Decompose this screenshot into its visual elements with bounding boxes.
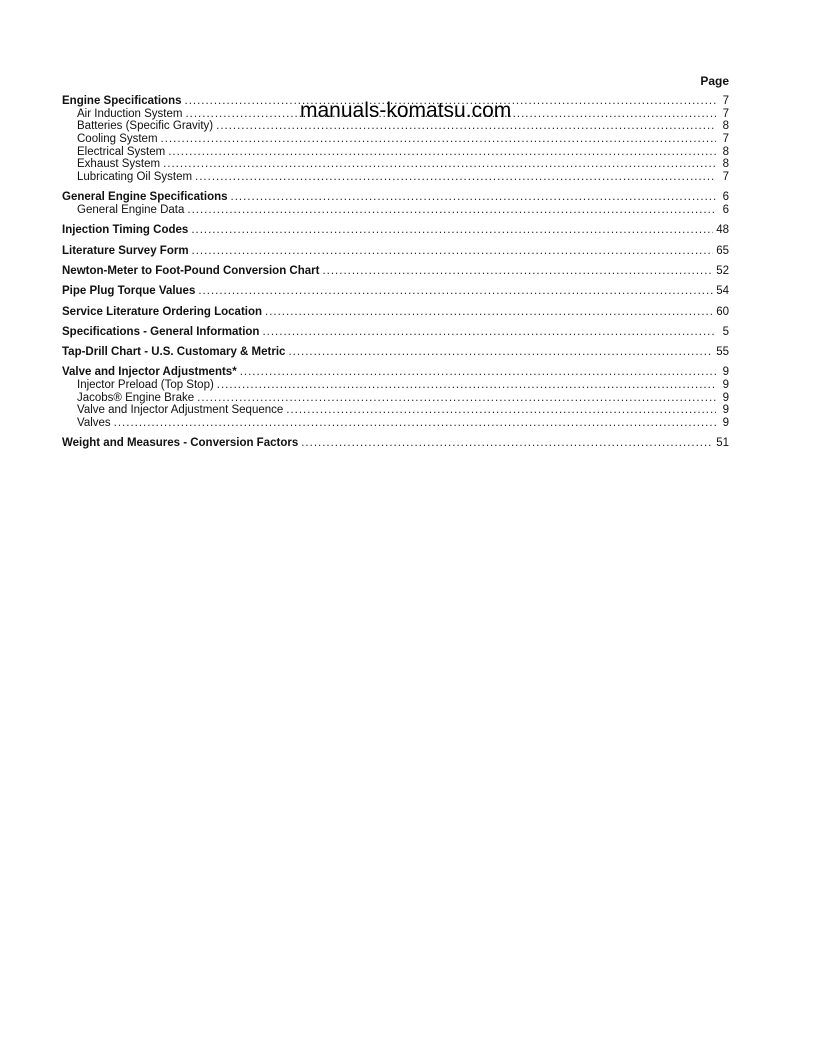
toc-entry-label: Tap-Drill Chart - U.S. Customary & Metric: [62, 346, 286, 359]
toc-subentry: [62, 417, 729, 430]
spacer: [62, 217, 729, 225]
toc-entry-label: Service Literature Ordering Location: [62, 305, 263, 318]
toc-entry-label: Newton-Meter to Foot-Pound Conversion Chart: [62, 264, 320, 277]
toc-entry: [62, 346, 729, 359]
spacer: [62, 338, 729, 346]
toc-subentry-page: 8: [722, 120, 729, 133]
toc-subentry: [62, 146, 729, 159]
toc-subentry: [62, 379, 729, 392]
toc-entry: [62, 265, 729, 278]
toc-subentry-label: Exhaust System: [77, 158, 161, 171]
toc-subentry-page: 7: [722, 171, 729, 184]
toc-subentry-page: 8: [722, 145, 729, 158]
leader-dots: [114, 417, 716, 430]
leader-dots: [163, 158, 716, 171]
leader-dots: [161, 133, 716, 146]
toc-entry: [62, 245, 729, 258]
toc-entry-page: 48: [716, 224, 729, 237]
leader-dots: [195, 171, 716, 184]
toc-subentry: [62, 204, 729, 217]
toc-entry: [62, 366, 729, 379]
spacer: [62, 359, 729, 367]
leader-dots: [240, 366, 716, 379]
toc-subentry: [62, 171, 729, 184]
toc-entry-page: 52: [716, 264, 729, 277]
table-of-contents: [62, 95, 729, 450]
toc-subentry-label: Valve and Injector Adjustment Sequence: [77, 404, 284, 417]
toc-subentry-label: Batteries (Specific Gravity): [77, 120, 214, 133]
toc-entry-label: Engine Specifications: [62, 95, 182, 107]
leader-dots: [301, 437, 713, 450]
page-column-header: Page: [700, 74, 729, 88]
toc-subentry-label: Electrical System: [77, 145, 166, 158]
toc-subentry-label: Injector Preload (Top Stop): [77, 379, 214, 392]
spacer: [62, 318, 729, 326]
leader-dots: [231, 191, 716, 204]
leader-dots: [322, 265, 713, 278]
leader-dots: [217, 379, 716, 392]
leader-dots: [265, 306, 713, 319]
leader-dots: [262, 326, 716, 339]
toc-subentry-page: 9: [722, 404, 729, 417]
toc-subentry-page: 9: [722, 391, 729, 404]
toc-entry: [62, 306, 729, 319]
toc-entry-page: 51: [716, 437, 729, 450]
toc-entry: [62, 326, 729, 339]
toc-subentry-label: Valves: [77, 417, 111, 430]
spacer: [62, 237, 729, 245]
watermark-text: manuals-komatsu.com: [300, 99, 512, 122]
leader-dots: [286, 404, 716, 417]
toc-subentry: [62, 133, 729, 146]
spacer: [62, 184, 729, 192]
toc-entry-label: General Engine Specifications: [62, 191, 228, 204]
spacer: [62, 278, 729, 286]
toc-entry-page: 5: [722, 325, 729, 338]
toc-entry-label: Literature Survey Form: [62, 244, 189, 257]
toc-entry: [62, 224, 729, 237]
toc-subentry-page: 8: [722, 158, 729, 171]
toc-entry-page: 54: [716, 285, 729, 298]
spacer: [62, 298, 729, 306]
spacer: [62, 430, 729, 438]
toc-entry: [62, 191, 729, 204]
leader-dots: [288, 346, 713, 359]
toc-subentry-label: Cooling System: [77, 133, 158, 146]
toc-subentry-page: 7: [722, 133, 729, 146]
toc-entry: [62, 285, 729, 298]
toc-entry-label: Pipe Plug Torque Values: [62, 285, 196, 298]
toc-entry-label: Injection Timing Codes: [62, 224, 189, 237]
toc-subentry-page: 9: [722, 417, 729, 430]
toc-entry-label: Specifications - General Information: [62, 325, 260, 338]
toc-subentry: [62, 392, 729, 405]
spacer: [62, 257, 729, 265]
toc-subentry-page: 9: [722, 379, 729, 392]
toc-entry: [62, 437, 729, 450]
leader-dots: [192, 245, 714, 258]
toc-subentry-label: Jacobs® Engine Brake: [77, 391, 195, 404]
toc-entry-page: 55: [716, 346, 729, 359]
leader-dots: [168, 146, 716, 159]
toc-entry-page: 7: [722, 95, 729, 107]
leader-dots: [187, 204, 716, 217]
leader-dots: [198, 285, 713, 298]
toc-subentry-page: 6: [722, 204, 729, 217]
toc-entry-page: 60: [716, 305, 729, 318]
toc-subentry-page: 7: [722, 107, 729, 120]
toc-entry-page: 6: [722, 191, 729, 204]
leader-dots: [191, 224, 713, 237]
toc-entry-label: Valve and Injector Adjustments*: [62, 366, 237, 379]
toc-subentry-label: General Engine Data: [77, 204, 185, 217]
toc-subentry: [62, 404, 729, 417]
toc-entry-page: 9: [722, 366, 729, 379]
leader-dots: [197, 392, 716, 405]
toc-subentry: [62, 158, 729, 171]
toc-subentry-label: Lubricating Oil System: [77, 171, 193, 184]
toc-entry-label: Weight and Measures - Conversion Factors: [62, 437, 299, 450]
toc-entry-page: 65: [716, 244, 729, 257]
toc-subentry-label: Air Induction System: [77, 107, 183, 120]
